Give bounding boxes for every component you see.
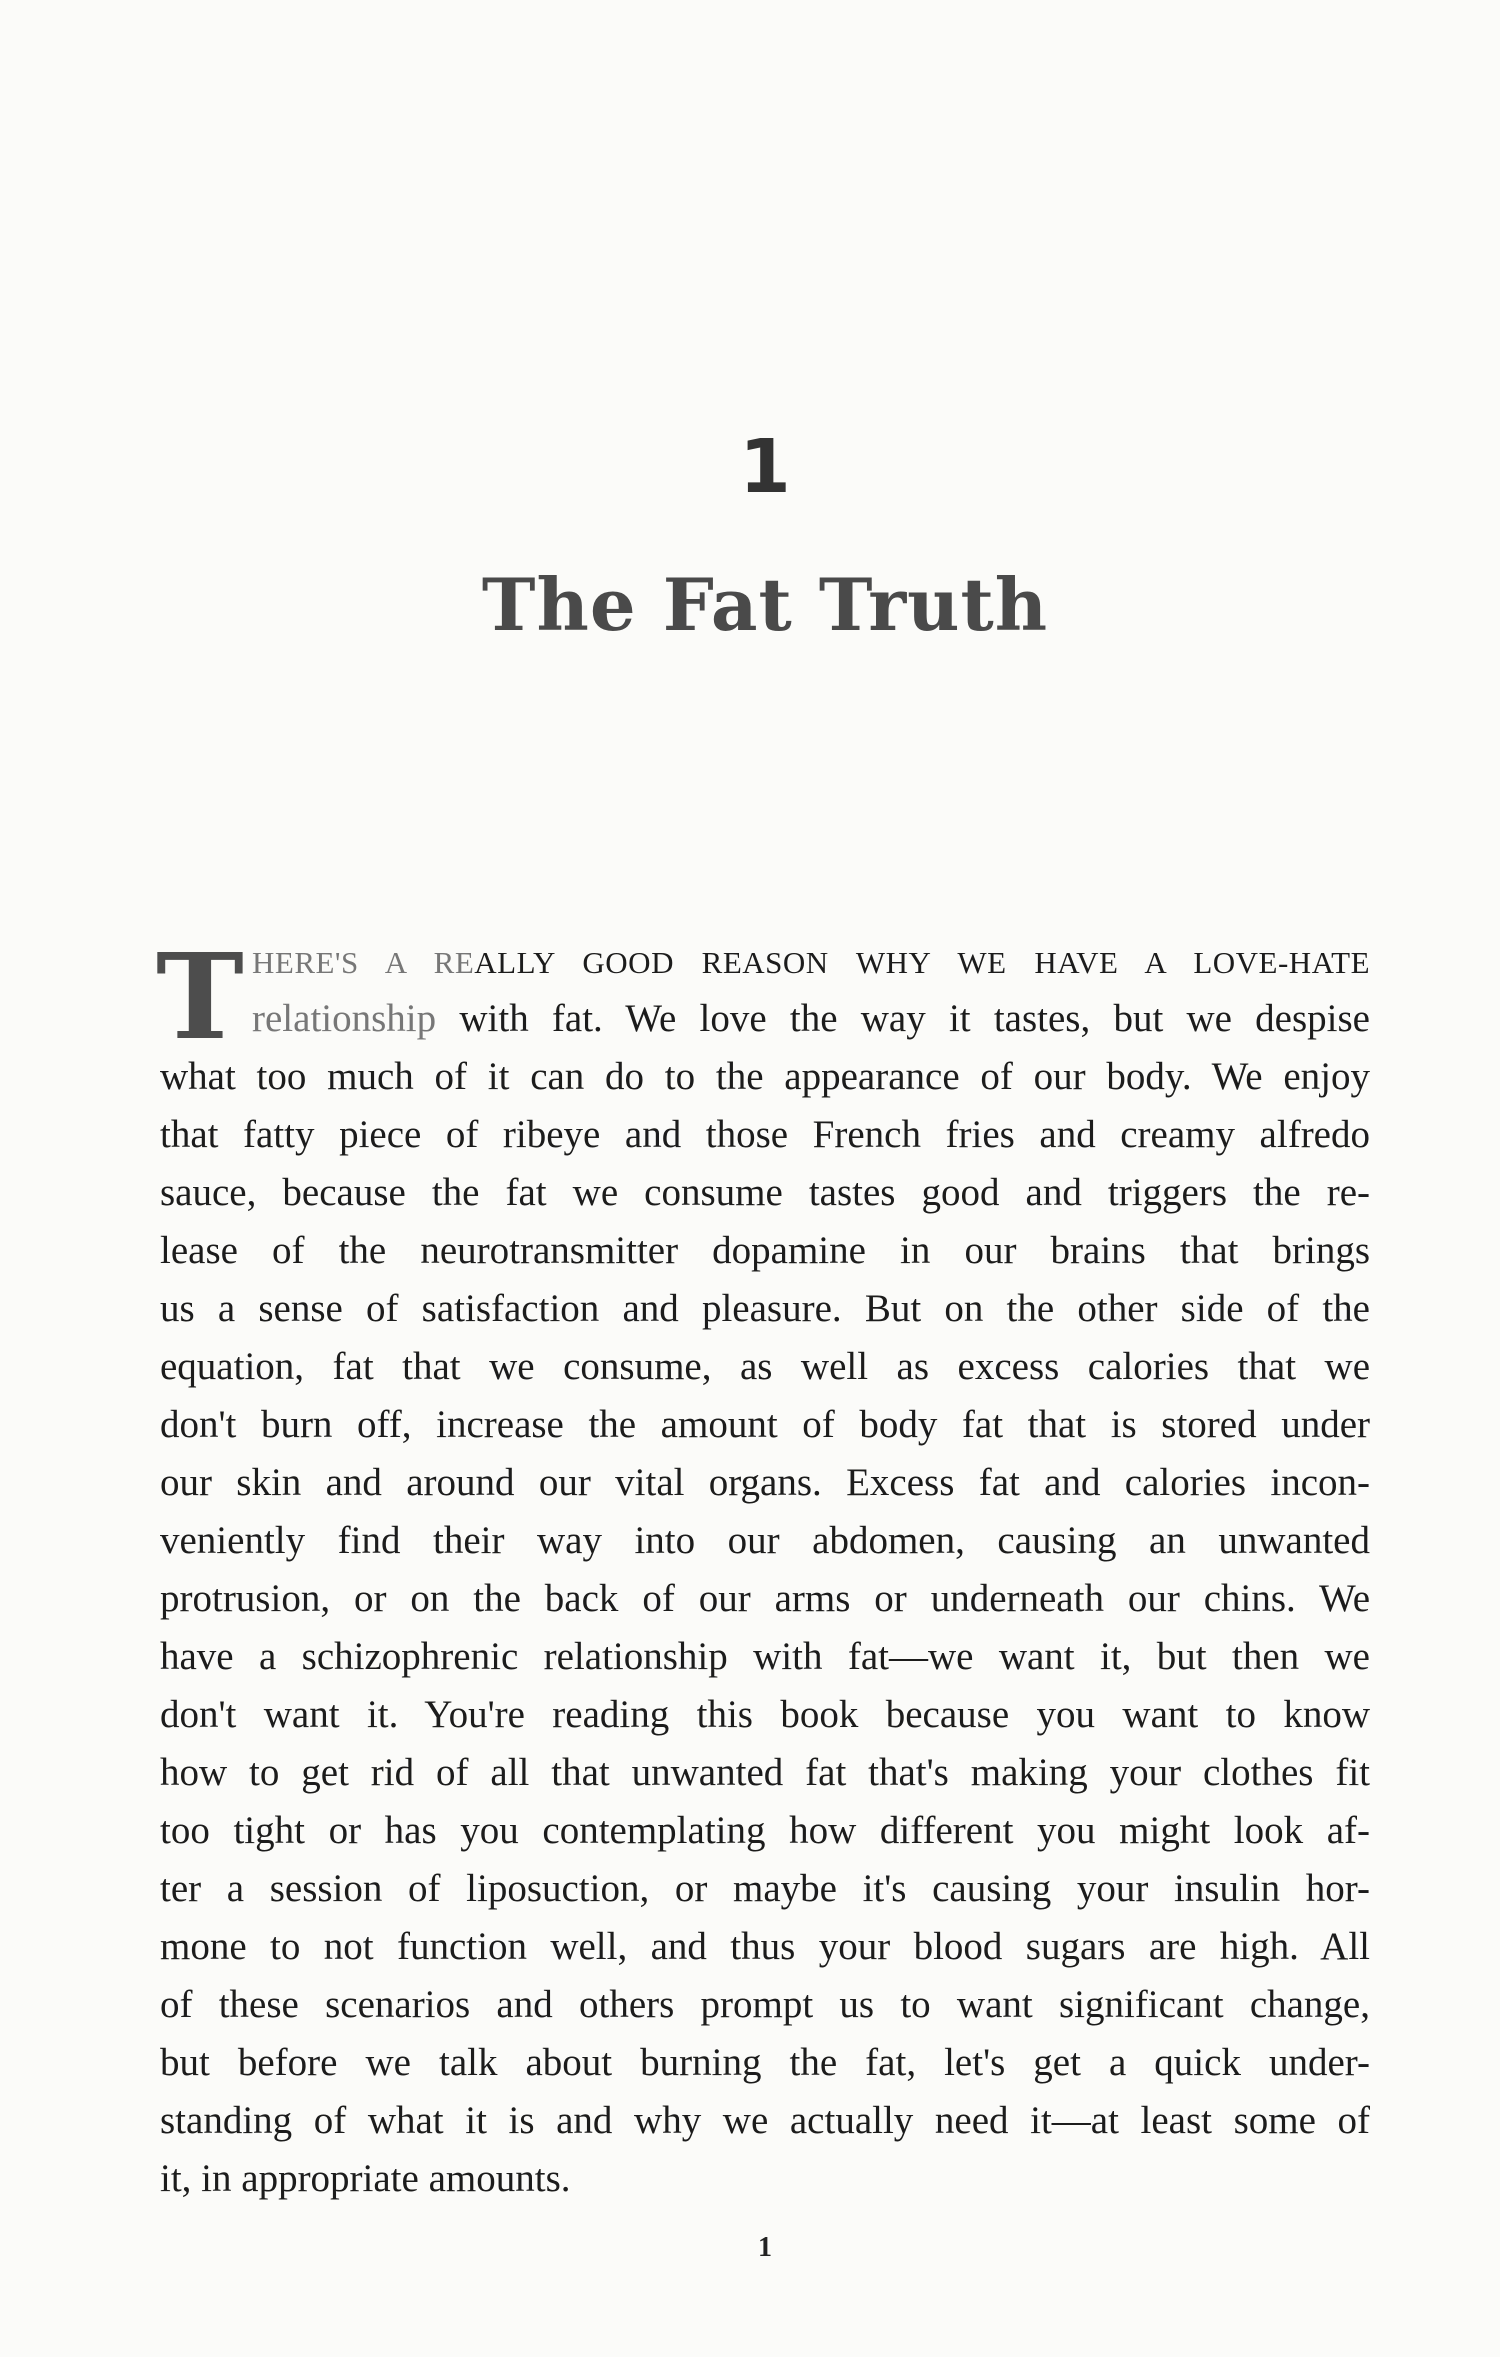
- body-last-line: it, in appropriate amounts.: [160, 2157, 571, 2200]
- page-number: 1: [758, 2232, 772, 2263]
- body-line: too tight or has you contemplating how different you might look af-: [160, 1809, 1370, 1852]
- body-line: equation, fat that we consume, as well as excess calories that we: [160, 1345, 1370, 1388]
- body-line: of these scenarios and others prompt us to want significant change,: [160, 1983, 1370, 2026]
- opening-lines: [156, 927, 1371, 1066]
- body-lines: [160, 1048, 1370, 2150]
- chapter-body-text: [156, 927, 1371, 2208]
- chapter-number: 1: [739, 424, 791, 510]
- body-line: standing of what it is and why we actually need it—at least some of: [160, 2099, 1370, 2142]
- body-line: sauce, because the fat we consume tastes good and triggers the re-: [160, 1171, 1370, 1214]
- body-line: don't burn off, increase the amount of body fat that is stored under: [160, 1403, 1370, 1446]
- opening-word-faded: relationship: [252, 997, 437, 1040]
- chapter-title: The Fat Truth: [481, 562, 1049, 647]
- opening-caps-faded: HERE'S A RE: [252, 945, 475, 980]
- body-line: mone to not function well, and thus your blood sugars are high. All: [160, 1925, 1370, 1968]
- body-line-2: [252, 990, 1370, 1048]
- body-line-1: [252, 932, 1370, 990]
- body-line: us a sense of satisfaction and pleasure. But on the other side of the: [160, 1287, 1370, 1330]
- body-line: veniently find their way into our abdomen, causing an unwanted: [160, 1519, 1370, 1562]
- body-line: protrusion, or on the back of our arms or underneath our chins. We: [160, 1577, 1370, 1620]
- body-line: lease of the neurotransmitter dopamine in our brains that brings: [160, 1229, 1370, 1272]
- body-line: our skin and around our vital organs. Excess fat and calories incon-: [160, 1461, 1370, 1504]
- body-line: how to get rid of all that unwanted fat that's making your clothes fit: [160, 1751, 1370, 1794]
- body-line: what too much of it can do to the appearance of our body. We enjoy: [160, 1055, 1370, 1098]
- drop-cap: T: [156, 927, 244, 1066]
- body-line: ter a session of liposuction, or maybe it's causing your insulin hor-: [160, 1867, 1370, 1910]
- body-line: don't want it. You're reading this book because you want to know: [160, 1693, 1370, 1736]
- body-line: have a schizophrenic relationship with fat—we want it, but then we: [160, 1635, 1370, 1678]
- opening-caps: ALLY GOOD REASON WHY WE HAVE A LOVE-HATE: [474, 945, 1371, 980]
- body-line: but before we talk about burning the fat, let's get a quick under-: [160, 2041, 1370, 2084]
- opening-line-rest: with fat. We love the way it tastes, but we despise: [436, 997, 1370, 1040]
- body-line: that fatty piece of ribeye and those French fries and creamy alfredo: [160, 1113, 1370, 1156]
